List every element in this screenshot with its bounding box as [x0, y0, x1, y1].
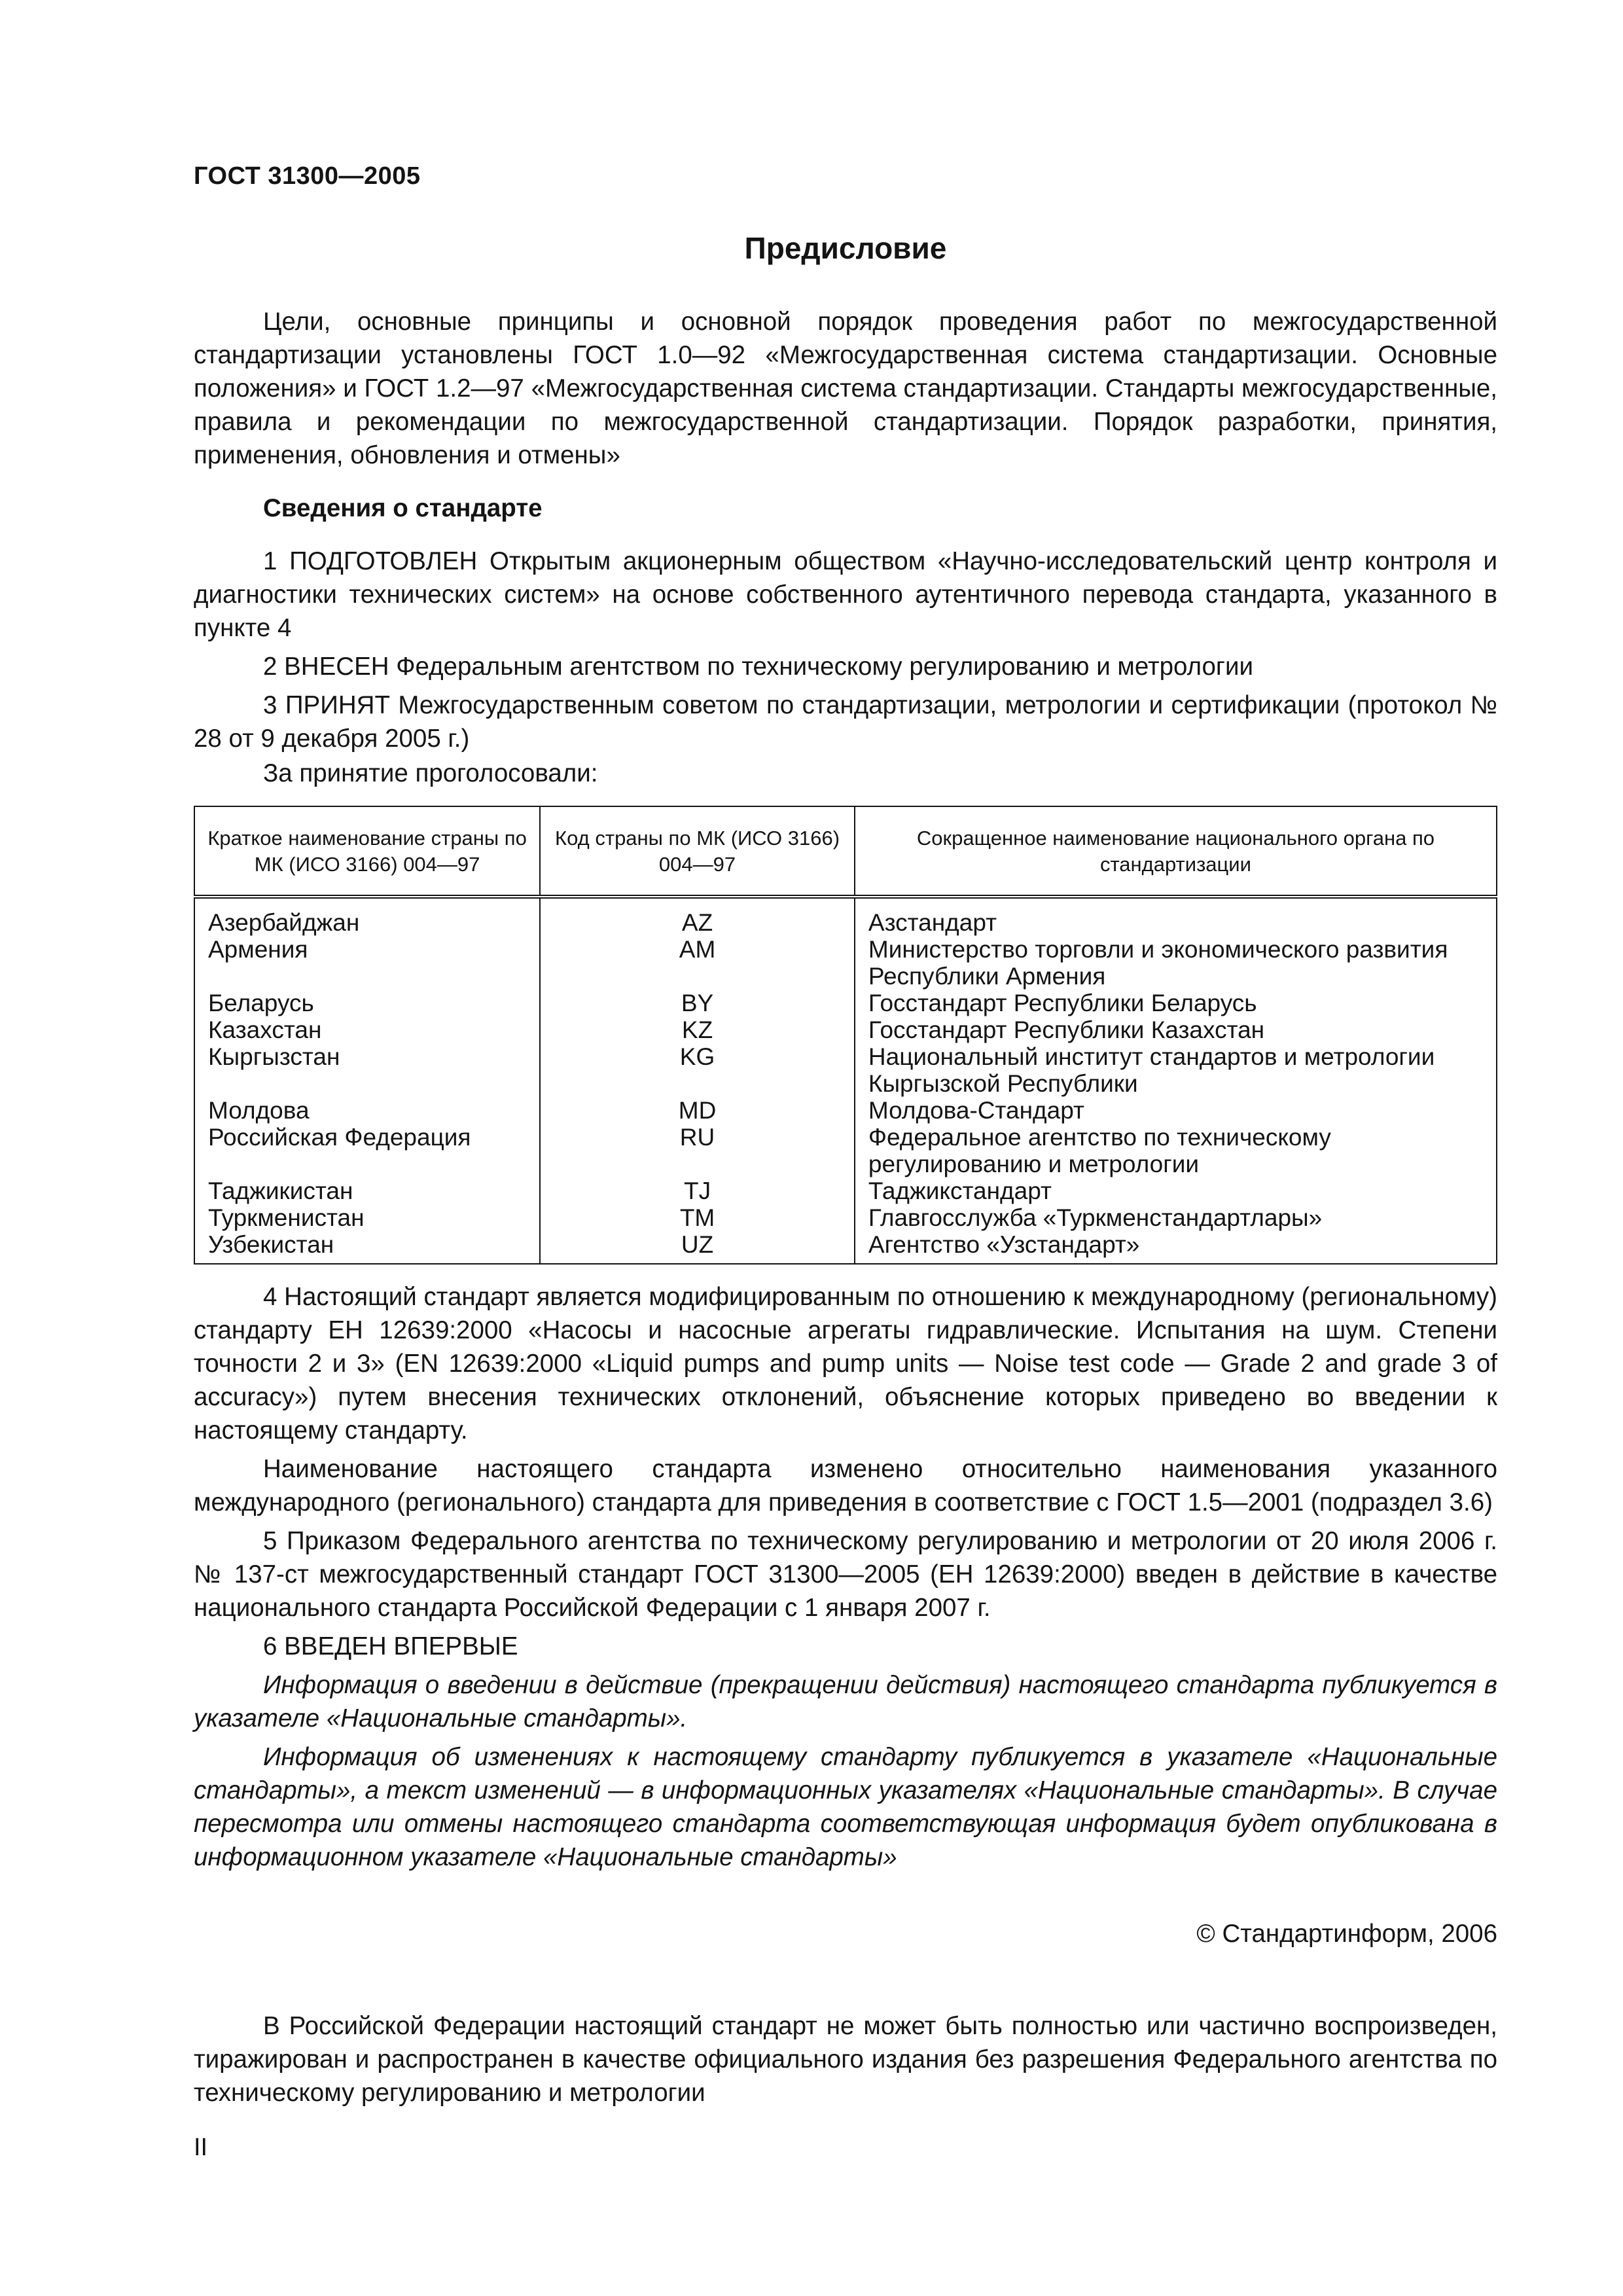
page-number: II — [194, 2134, 208, 2161]
organization-cell: Госстандарт Республики Казахстан — [855, 1016, 1497, 1043]
table-row — [194, 1016, 1497, 1043]
organization-cell: Главгосслужба «Туркменстандартлары» — [855, 1204, 1497, 1231]
item-4: 4 Настоящий стандарт является модифицированным по отношению к международному (региональному) стандарту ЕН 12639:2000 «Насосы и насосные агрегаты гидравлические. Испытания на шум. Степени точности 2 и 3» (EN 12639:2000 «Liquid pumps and pump units — Noise test code — Grade 2 and grade 3 of accuracy») путем внесения технических отклонений, объяснение которых приведено во введении к настоящему стандарту. — [194, 1283, 1497, 1444]
country-cell: Молдова — [194, 1097, 540, 1124]
country-cell: Туркменистан — [194, 1204, 540, 1231]
section-title: Сведения о стандарте — [263, 494, 543, 522]
header-country: Краткое наименование страны по МК (ИСО 3166) 004—97 — [194, 806, 540, 897]
item-6: 6 ВВЕДЕН ВПЕРВЫЕ — [263, 1632, 518, 1660]
organization-cell: Таджикстандарт — [855, 1177, 1497, 1204]
item-3: 3 ПРИНЯТ Межгосударственным советом по стандартизации, метрологии и сертификации (протокол № 28 от 9 декабря 2005 г.) — [194, 691, 1497, 753]
reproduction-notice: В Российской Федерации настоящий стандарт не может быть полностью или частично воспроизведен, тиражирован и распространен в качестве официального издания без разрешения Федерального агентства по техническому регулированию и метрологии — [194, 2012, 1497, 2107]
code-cell: MD — [540, 1097, 855, 1124]
organization-cell: Молдова-Стандарт — [855, 1097, 1497, 1124]
item-5: 5 Приказом Федерального агентства по техническому регулированию и метрологии от 20 июля 2006 г. № 137-ст межгосударственный стандарт ГОСТ 31300—2005 (ЕН 12639:2000) введен в действие в качестве национального стандарта Российской Федерации с 1 января 2007 г. — [194, 1527, 1497, 1622]
code-cell: TM — [540, 1204, 855, 1231]
info-paragraph-1: Информация о введении в действие (прекращении действия) настоящего стандарта публикуется в указателе «Национальные стандарты». — [194, 1671, 1497, 1732]
item-4-note: Наименование настоящего стандарта изменено относительно наименования указанного международного (регионального) стандарта для приведения в соответствие с ГОСТ 1.5—2001 (подраздел 3.6) — [194, 1455, 1497, 1516]
table-row — [194, 1097, 1497, 1124]
item-1: 1 ПОДГОТОВЛЕН Открытым акционерным обществом «Научно-исследовательский центр контроля и диагностики технических систем» на основе собственного аутентичного перевода стандарта, указанного в пункте 4 — [194, 547, 1497, 642]
organization-cell: Федеральное агентство по техническому регулированию и метрологии — [855, 1124, 1497, 1177]
country-cell: Беларусь — [194, 990, 540, 1016]
page-title: Предисловие — [744, 231, 947, 265]
country-cell: Азербайджан — [194, 897, 540, 936]
table-row — [194, 1204, 1497, 1231]
table-row — [194, 1124, 1497, 1177]
code-cell: TJ — [540, 1177, 855, 1204]
country-cell: Узбекистан — [194, 1231, 540, 1264]
country-cell: Казахстан — [194, 1016, 540, 1043]
intro-paragraph: Цели, основные принципы и основной порядок проведения работ по межгосударственной стандартизации установлены ГОСТ 1.0—92 «Межгосударственная система стандартизации. Основные положения» и ГОСТ 1.2—97 «Межгосударственная система стандартизации. Стандарты межгосударственные, правила и рекомендации по межгосударственной стандартизации. Порядок разработки, принятия, применения, обновления и отмены» — [194, 308, 1497, 469]
copyright-notice: © Стандартинформ, 2006 — [1196, 1920, 1497, 1948]
document-body — [194, 305, 1497, 2109]
code-cell: KG — [540, 1043, 855, 1097]
organization-cell: Азстандарт — [855, 897, 1497, 936]
country-cell: Кыргызстан — [194, 1043, 540, 1097]
organization-cell: Министерство торговли и экономического развития Республики Армения — [855, 936, 1497, 990]
table-row — [194, 936, 1497, 990]
header-code: Код страны по МК (ИСО 3166) 004—97 — [540, 806, 855, 897]
country-cell: Таджикистан — [194, 1177, 540, 1204]
organization-cell: Госстандарт Республики Беларусь — [855, 990, 1497, 1016]
organization-cell: Национальный институт стандартов и метрологии Кыргызской Республики — [855, 1043, 1497, 1097]
country-cell: Российская Федерация — [194, 1124, 540, 1177]
table-row — [194, 990, 1497, 1016]
table-row — [194, 1231, 1497, 1264]
header-organization: Сокращенное наименование национального органа по стандартизации — [855, 806, 1497, 897]
code-cell: AZ — [540, 897, 855, 936]
table-row — [194, 1043, 1497, 1097]
code-cell: AM — [540, 936, 855, 990]
organization-cell: Агентство «Узстандарт» — [855, 1231, 1497, 1264]
table-header-row — [194, 806, 1497, 897]
code-cell: BY — [540, 990, 855, 1016]
vote-caption: За принятие проголосовали: — [263, 759, 598, 787]
code-cell: UZ — [540, 1231, 855, 1264]
table-row — [194, 1177, 1497, 1204]
info-paragraph-2: Информация об изменениях к настоящему стандарту публикуется в указателе «Национальные стандарты», а текст изменений — в информационных указателях «Национальные стандарты». В случае пересмотра или отмены настоящего стандарта соответствующая информация будет опубликована в информационном указателе «Национальные стандарты» — [194, 1743, 1497, 1871]
item-2: 2 ВНЕСЕН Федеральным агентством по техническому регулированию и метрологии — [263, 653, 1253, 681]
document-code: ГОСТ 31300—2005 — [194, 162, 421, 190]
code-cell: KZ — [540, 1016, 855, 1043]
country-cell: Армения — [194, 936, 540, 990]
voting-table — [194, 806, 1497, 1265]
code-cell: RU — [540, 1124, 855, 1177]
table-row — [194, 897, 1497, 936]
